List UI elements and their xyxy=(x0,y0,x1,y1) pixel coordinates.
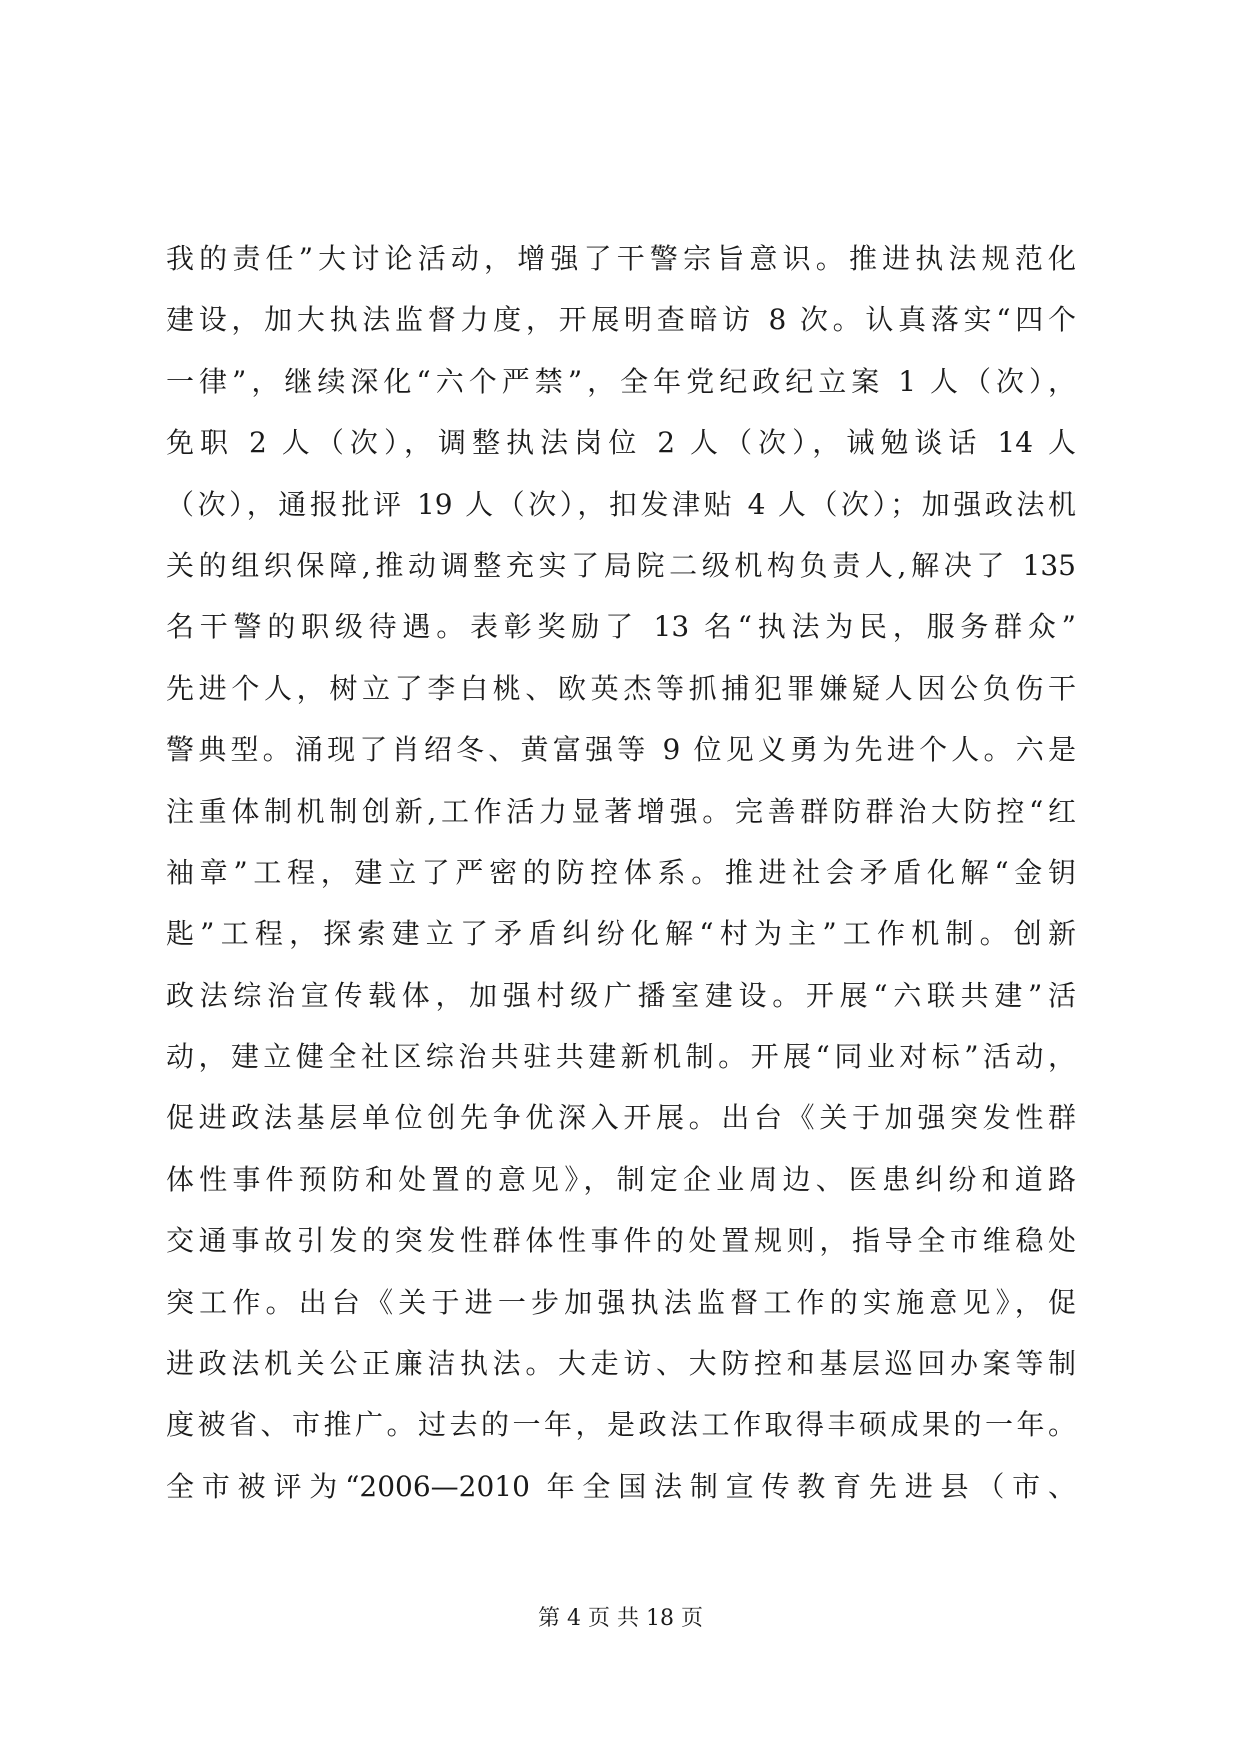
text-line: 注重体制机制创新,工作活力显著增强。完善群防群治大防控“红 xyxy=(166,794,1076,828)
body-text xyxy=(166,228,1076,1517)
text-line: 动，建立健全社区综治共驻共建新机制。开展“同业对标”活动， xyxy=(166,1040,1076,1074)
text-line: 突工作。出台《关于进一步加强执法监督工作的实施意见》，促 xyxy=(166,1285,1076,1319)
text-line: 建设，加大执法监督力度，开展明查暗访 8 次。认真落实“四个 xyxy=(166,303,1076,337)
text-line: （次），通报批评 19 人（次），扣发津贴 4 人（次）；加强政法机 xyxy=(166,487,1076,521)
text-line: 免职 2 人（次），调整执法岗位 2 人（次），诫勉谈话 14 人 xyxy=(166,426,1076,460)
text-line: 先进个人，树立了李白桃、欧英杰等抓捕犯罪嫌疑人因公负伤干 xyxy=(166,671,1076,705)
text-line: 警典型。涌现了肖绍冬、黄富强等 9 位见义勇为先进个人。六是 xyxy=(166,733,1076,767)
text-line: 一律”，继续深化“六个严禁”，全年党纪政纪立案 1 人（次）， xyxy=(166,364,1076,398)
text-line: 名干警的职级待遇。表彰奖励了 13 名“执法为民，服务群众” xyxy=(166,610,1076,644)
text-line: 袖章”工程，建立了严密的防控体系。推进社会矛盾化解“金钥 xyxy=(166,855,1076,889)
text-line: 促进政法基层单位创先争优深入开展。出台《关于加强突发性群 xyxy=(166,1101,1076,1135)
text-line: 关的组织保障,推动调整充实了局院二级机构负责人,解决了 135 xyxy=(166,548,1076,582)
text-line: 进政法机关公正廉洁执法。大走访、大防控和基层巡回办案等制 xyxy=(166,1347,1076,1381)
text-line: 我的责任”大讨论活动，增强了干警宗旨意识。推进执法规范化 xyxy=(166,242,1076,275)
text-line: 匙”工程，探索建立了矛盾纠纷化解“村为主”工作机制。创新 xyxy=(166,917,1076,951)
page-footer xyxy=(0,1604,1241,1634)
text-line: 交通事故引发的突发性群体性事件的处置规则，指导全市维稳处 xyxy=(166,1224,1076,1258)
text-line: 全市被评为“2006—2010 年全国法制宣传教育先进县（市、 xyxy=(166,1469,1076,1503)
text-line: 体性事件预防和处置的意见》，制定企业周边、医患纠纷和道路 xyxy=(166,1162,1076,1196)
text-line: 政法综治宣传载体，加强村级广播室建设。开展“六联共建”活 xyxy=(166,978,1076,1012)
page-number: 第 4 页 共 18 页 xyxy=(538,1606,703,1631)
text-line: 度被省、市推广。过去的一年，是政法工作取得丰硕成果的一年。 xyxy=(166,1408,1076,1442)
